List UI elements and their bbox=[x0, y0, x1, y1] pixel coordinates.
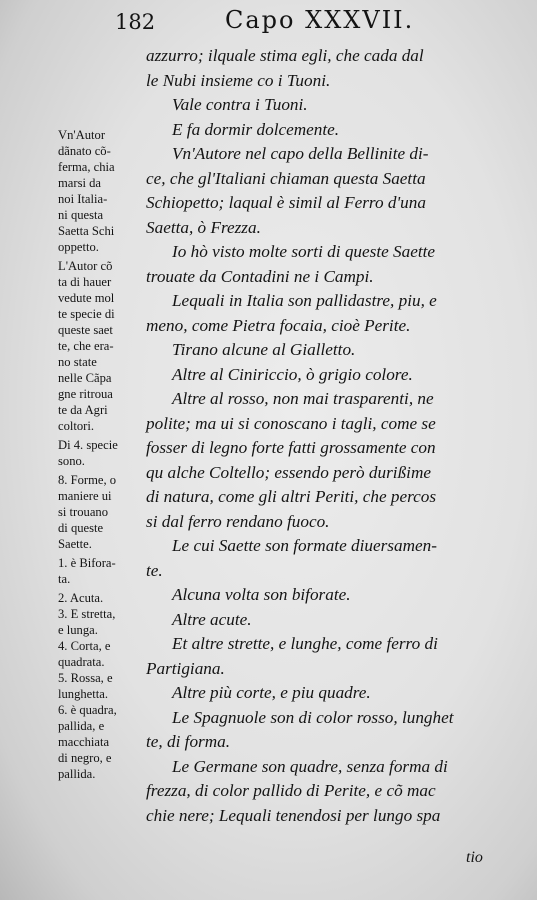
margin-note-line: 1. è Bifora- bbox=[58, 556, 116, 570]
text-line: Lequali in Italia son pallidastre, piu, e bbox=[172, 291, 437, 310]
margin-note-line: te specie di bbox=[58, 307, 115, 321]
text-line: meno, come Pietra focaia, cioè Perite. bbox=[146, 315, 411, 335]
text-line: frezza, di color pallido di Perite, e cõ mac bbox=[146, 781, 436, 800]
margin-note-line: maniere ui bbox=[58, 489, 112, 503]
margin-note-line: ta di hauer bbox=[58, 275, 112, 289]
margin-notes bbox=[58, 127, 150, 782]
margin-note-line: pallida. bbox=[58, 767, 96, 781]
margin-note-line: si trouano bbox=[58, 505, 109, 519]
margin-note-line: noi Italia- bbox=[58, 192, 108, 206]
margin-note-line: ferma, chia bbox=[58, 160, 115, 174]
text-line: Altre più corte, e piu quadre. bbox=[172, 683, 371, 702]
margin-note-line: Vn'Autor bbox=[58, 128, 106, 142]
text-line: Schiopetto; laqual è simil al Ferro d'una bbox=[146, 193, 426, 212]
margin-note-line: te da Agri bbox=[58, 403, 108, 417]
text-line: Le Germane son quadre, senza forma di bbox=[172, 756, 448, 776]
text-line: qu alche Coltello; essendo però durißime bbox=[146, 462, 431, 482]
text-line: Altre al rosso, non mai trasparenti, ne bbox=[172, 389, 434, 408]
text-line: di natura, come gli altri Periti, che percos bbox=[146, 487, 437, 506]
margin-note-line: Saette. bbox=[58, 537, 92, 551]
margin-note-line: dãnato cõ- bbox=[58, 144, 111, 158]
margin-note-line: macchiata bbox=[58, 735, 110, 749]
margin-note-line: marsi da bbox=[58, 176, 102, 190]
text-line: Tirano alcune al Gialletto. bbox=[172, 340, 356, 359]
text-line: Altre al Ciniriccio, ò grigio colore. bbox=[172, 364, 413, 384]
text-line: Et altre strette, e lunghe, come ferro di bbox=[172, 634, 438, 653]
margin-note-line: vedute mol bbox=[58, 291, 115, 305]
margin-note-line: 8. Forme, o bbox=[58, 473, 117, 487]
margin-note-line: coltori. bbox=[58, 419, 95, 433]
text-line: azzurro; ilquale stima egli, che cada dal bbox=[146, 46, 424, 65]
margin-note-line: queste saet bbox=[58, 323, 113, 337]
text-line: si dal ferro rendano fuoco. bbox=[146, 511, 330, 531]
margin-note-line: Saetta Schi bbox=[58, 224, 115, 238]
text-line: chie nere; Lequali tenendosi per lungo spa bbox=[146, 805, 441, 825]
margin-note-line: pallida, e bbox=[58, 719, 105, 733]
margin-note-line: ta. bbox=[58, 572, 71, 586]
margin-note-line: di negro, e bbox=[58, 751, 112, 765]
text-line: Vale contra i Tuoni. bbox=[172, 95, 308, 114]
text-line: Altre acute. bbox=[172, 609, 252, 629]
text-line: Saetta, ò Frezza. bbox=[146, 217, 261, 237]
text-line: trouate da Contadini ne i Campi. bbox=[146, 266, 374, 286]
margin-note-line: ni questa bbox=[58, 208, 104, 222]
page-header bbox=[115, 4, 515, 38]
margin-note-line: sono. bbox=[58, 454, 85, 468]
margin-note-line: 2. Acuta. bbox=[58, 591, 104, 605]
text-line: fosser di legno forte fatti grossamente con bbox=[146, 438, 436, 457]
margin-note-line: 3. E stretta, bbox=[58, 607, 116, 621]
margin-note-line: lunghetta. bbox=[58, 687, 109, 701]
text-line: Vn'Autore nel capo della Bellinite di- bbox=[172, 144, 429, 163]
text-line: Le Spagnuole son di color rosso, lunghet bbox=[172, 707, 454, 727]
margin-note-line: 6. è quadra, bbox=[58, 703, 117, 717]
margin-note-line: no state bbox=[58, 355, 97, 369]
margin-note-line: 5. Rossa, e bbox=[58, 671, 113, 685]
margin-note-line: te, che era- bbox=[58, 339, 114, 353]
text-line: Alcuna volta son biforate. bbox=[172, 585, 351, 604]
text-line: Io hò visto molte sorti di queste Saette bbox=[172, 242, 436, 261]
text-line: E fa dormir dolcemente. bbox=[172, 119, 340, 139]
margin-note-line: Di 4. specie bbox=[58, 438, 118, 452]
text-line: Le cui Saette son formate diuersamen- bbox=[172, 536, 437, 555]
margin-note-line: e lunga. bbox=[58, 623, 98, 637]
margin-note-line: nelle Cãpa bbox=[58, 371, 112, 385]
margin-note-line: di queste bbox=[58, 521, 104, 535]
margin-note-line: gne ritroua bbox=[58, 387, 113, 401]
margin-note-line: quadrata. bbox=[58, 655, 105, 669]
text-line: le Nubi insieme co i Tuoni. bbox=[146, 70, 331, 90]
text-line: ce, che gl'Italiani chiaman questa Saetta bbox=[146, 168, 426, 188]
margin-note-line: 4. Corta, e bbox=[58, 639, 111, 653]
margin-note-line: L'Autor cõ bbox=[58, 259, 113, 273]
text-line: polite; ma ui si conoscano i tagli, come se bbox=[146, 413, 436, 433]
page-number: 182 bbox=[115, 10, 156, 34]
chapter-title: Capo XXXVII. bbox=[225, 6, 415, 34]
text-line: Partigiana. bbox=[146, 658, 225, 678]
margin-note-line: oppetto. bbox=[58, 240, 99, 254]
text-line: te, di forma. bbox=[146, 732, 231, 751]
main-text-block bbox=[146, 44, 524, 828]
text-line: te. bbox=[146, 560, 163, 580]
catchword: tio bbox=[466, 849, 483, 866]
